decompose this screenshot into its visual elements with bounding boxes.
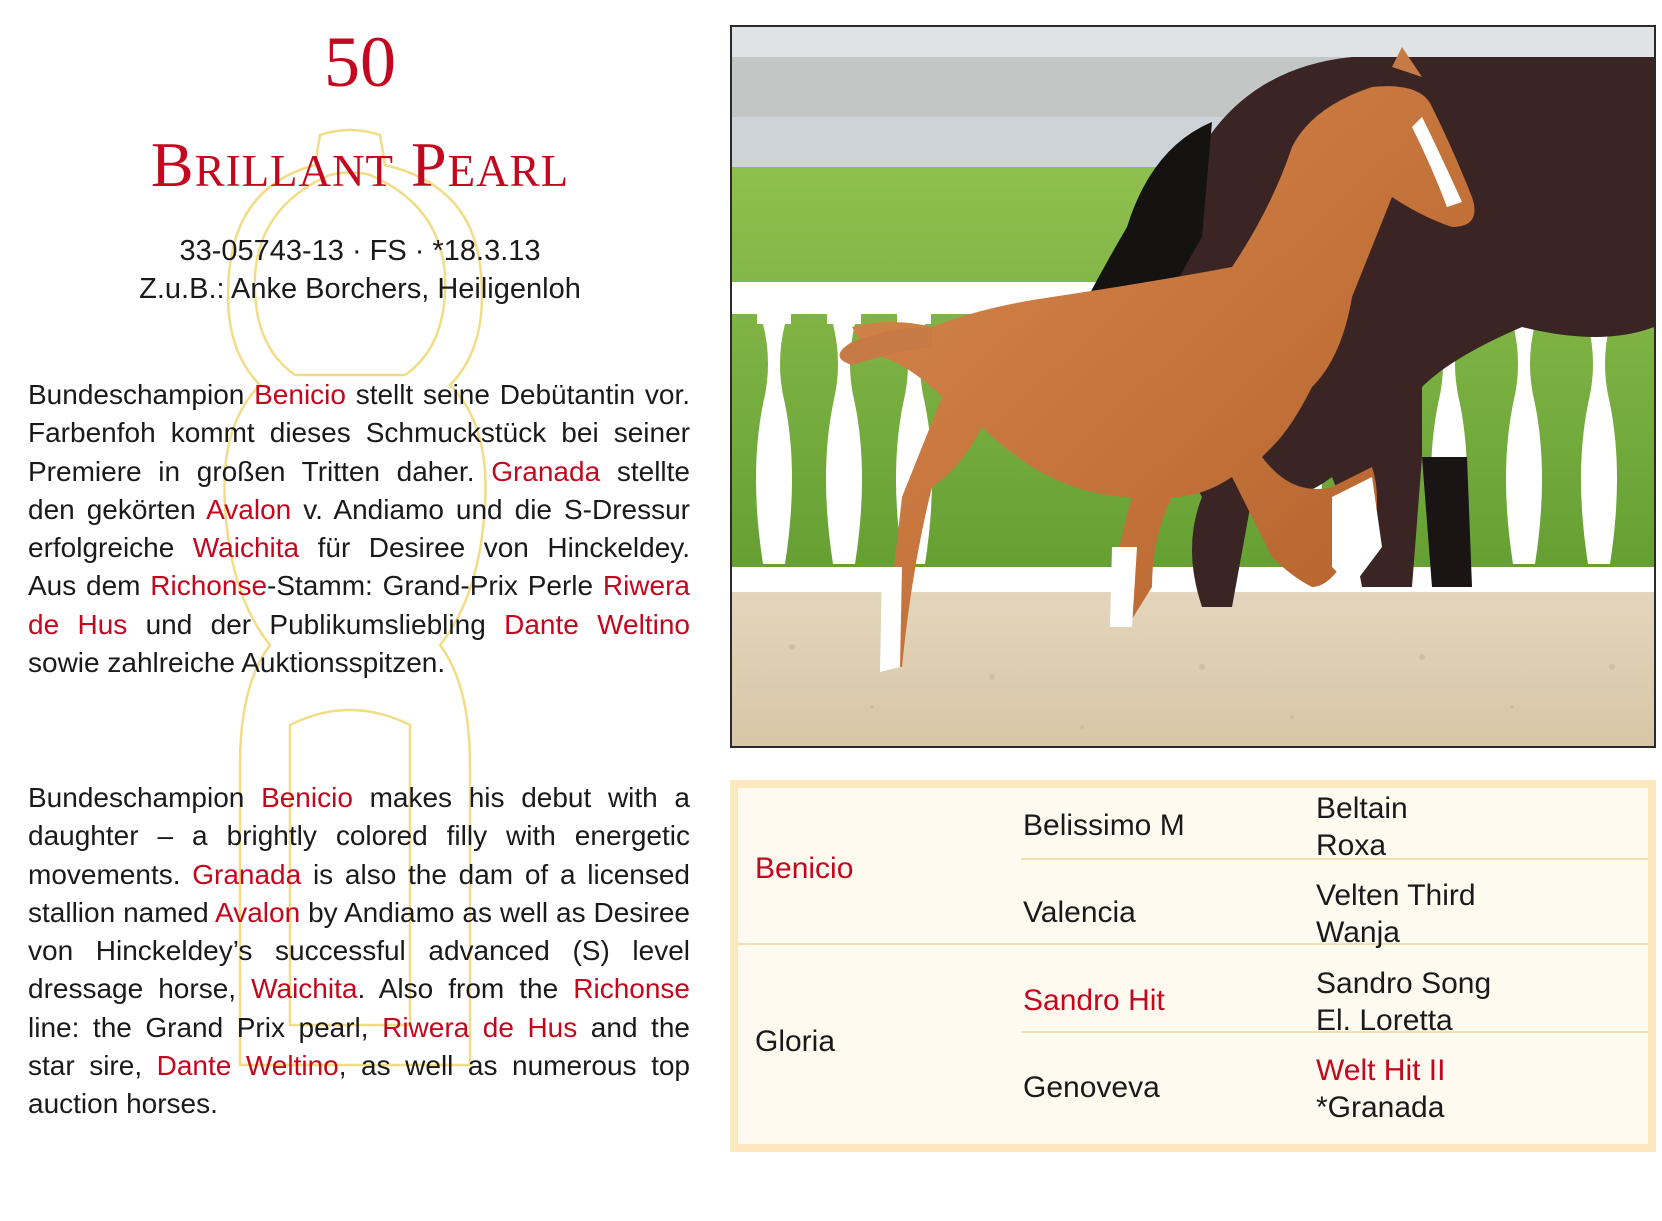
dam-dam-name: Genoveva (1023, 1071, 1160, 1104)
horse-link-waichita: Waichita (192, 532, 300, 564)
foal-photo (730, 25, 1656, 748)
pedigree-table (730, 780, 1656, 1152)
horse-link-avalon: Avalon (215, 896, 301, 928)
sire-dam-dam-name: Wanja (1316, 916, 1400, 949)
sire-link-benicio: Benicio (254, 379, 346, 410)
horse-link-richonse: Richonse (573, 973, 690, 1005)
dam-dam-dam-name: *Granada (1316, 1091, 1445, 1124)
dam-sire-name: Sandro Hit (1023, 984, 1165, 1017)
registration-line: 33-05743-13 · FS · *18.3.13 (179, 235, 541, 267)
sire-sire-name: Belissimo M (1023, 809, 1185, 842)
sire-sire-dam-name: Roxa (1316, 829, 1387, 862)
horse-link-dante-weltino: Dante Weltino (504, 608, 690, 640)
dam-sire-sire-name: Sandro Song (1316, 967, 1492, 1000)
horse-link-avalon: Avalon (206, 493, 292, 525)
sire-dam-name: Valencia (1023, 896, 1136, 929)
sire-link-benicio: Benicio (261, 782, 353, 813)
lot-number: 50 (324, 22, 396, 102)
horse-link-riwera: Riwera de Hus (382, 1011, 578, 1043)
horse-link-waichita: Waichita (251, 973, 358, 1005)
horse-name: Brillant Pearl (150, 129, 570, 200)
horse-link-dante-weltino: Dante Weltino (156, 1050, 339, 1082)
dam-sire-dam-name: El. Loretta (1316, 1004, 1453, 1037)
horse-link-richonse: Richonse (150, 570, 268, 602)
sire-name: Benicio (755, 852, 854, 885)
dam-dam-sire-name: Welt Hit II (1316, 1054, 1446, 1087)
sire-dam-sire-name: Velten Third (1316, 879, 1476, 912)
dam-link-granada: Granada (491, 455, 601, 487)
description-german: Bundeschampion Benicio stellt seine Debütantin vor. Farbenfoh kommt dieses Schmuckstück bei seiner Premiere in großen Tritten daher. Granada stellte den gekörten Avalon v. Andiamo und die S-Dressur erfolgreiche Waichita für Desiree von Hinckeldey. Aus dem Richonse-Stamm: Grand-Prix Perle Riwera de Hus und der Publikumsliebling Dante Weltino sowie zahlreiche Auktionsspitzen. (28, 379, 690, 679)
description-english: Bundeschampion Benicio makes his debut with a daughter – a brightly colored filly with energetic movements. Granada is also the dam of a licensed stallion named Avalon by Andiamo as well as Desiree von Hinckeldey’s successful advanced (S) level dressage horse, Waichita. Also from the Richonse line: the Grand Prix pearl, Riwera de Hus and the star sire, Dante Weltino, as well as numerous top auction horses. (28, 782, 691, 1120)
dam-link-granada: Granada (192, 858, 302, 890)
sire-sire-sire-name: Beltain (1316, 792, 1408, 825)
dam-name: Gloria (755, 1025, 836, 1058)
horse-link-riwera: Riwera de Hus (28, 570, 690, 640)
breeder-line: Z.u.B.: Anke Borchers, Heiligenloh (139, 273, 581, 305)
